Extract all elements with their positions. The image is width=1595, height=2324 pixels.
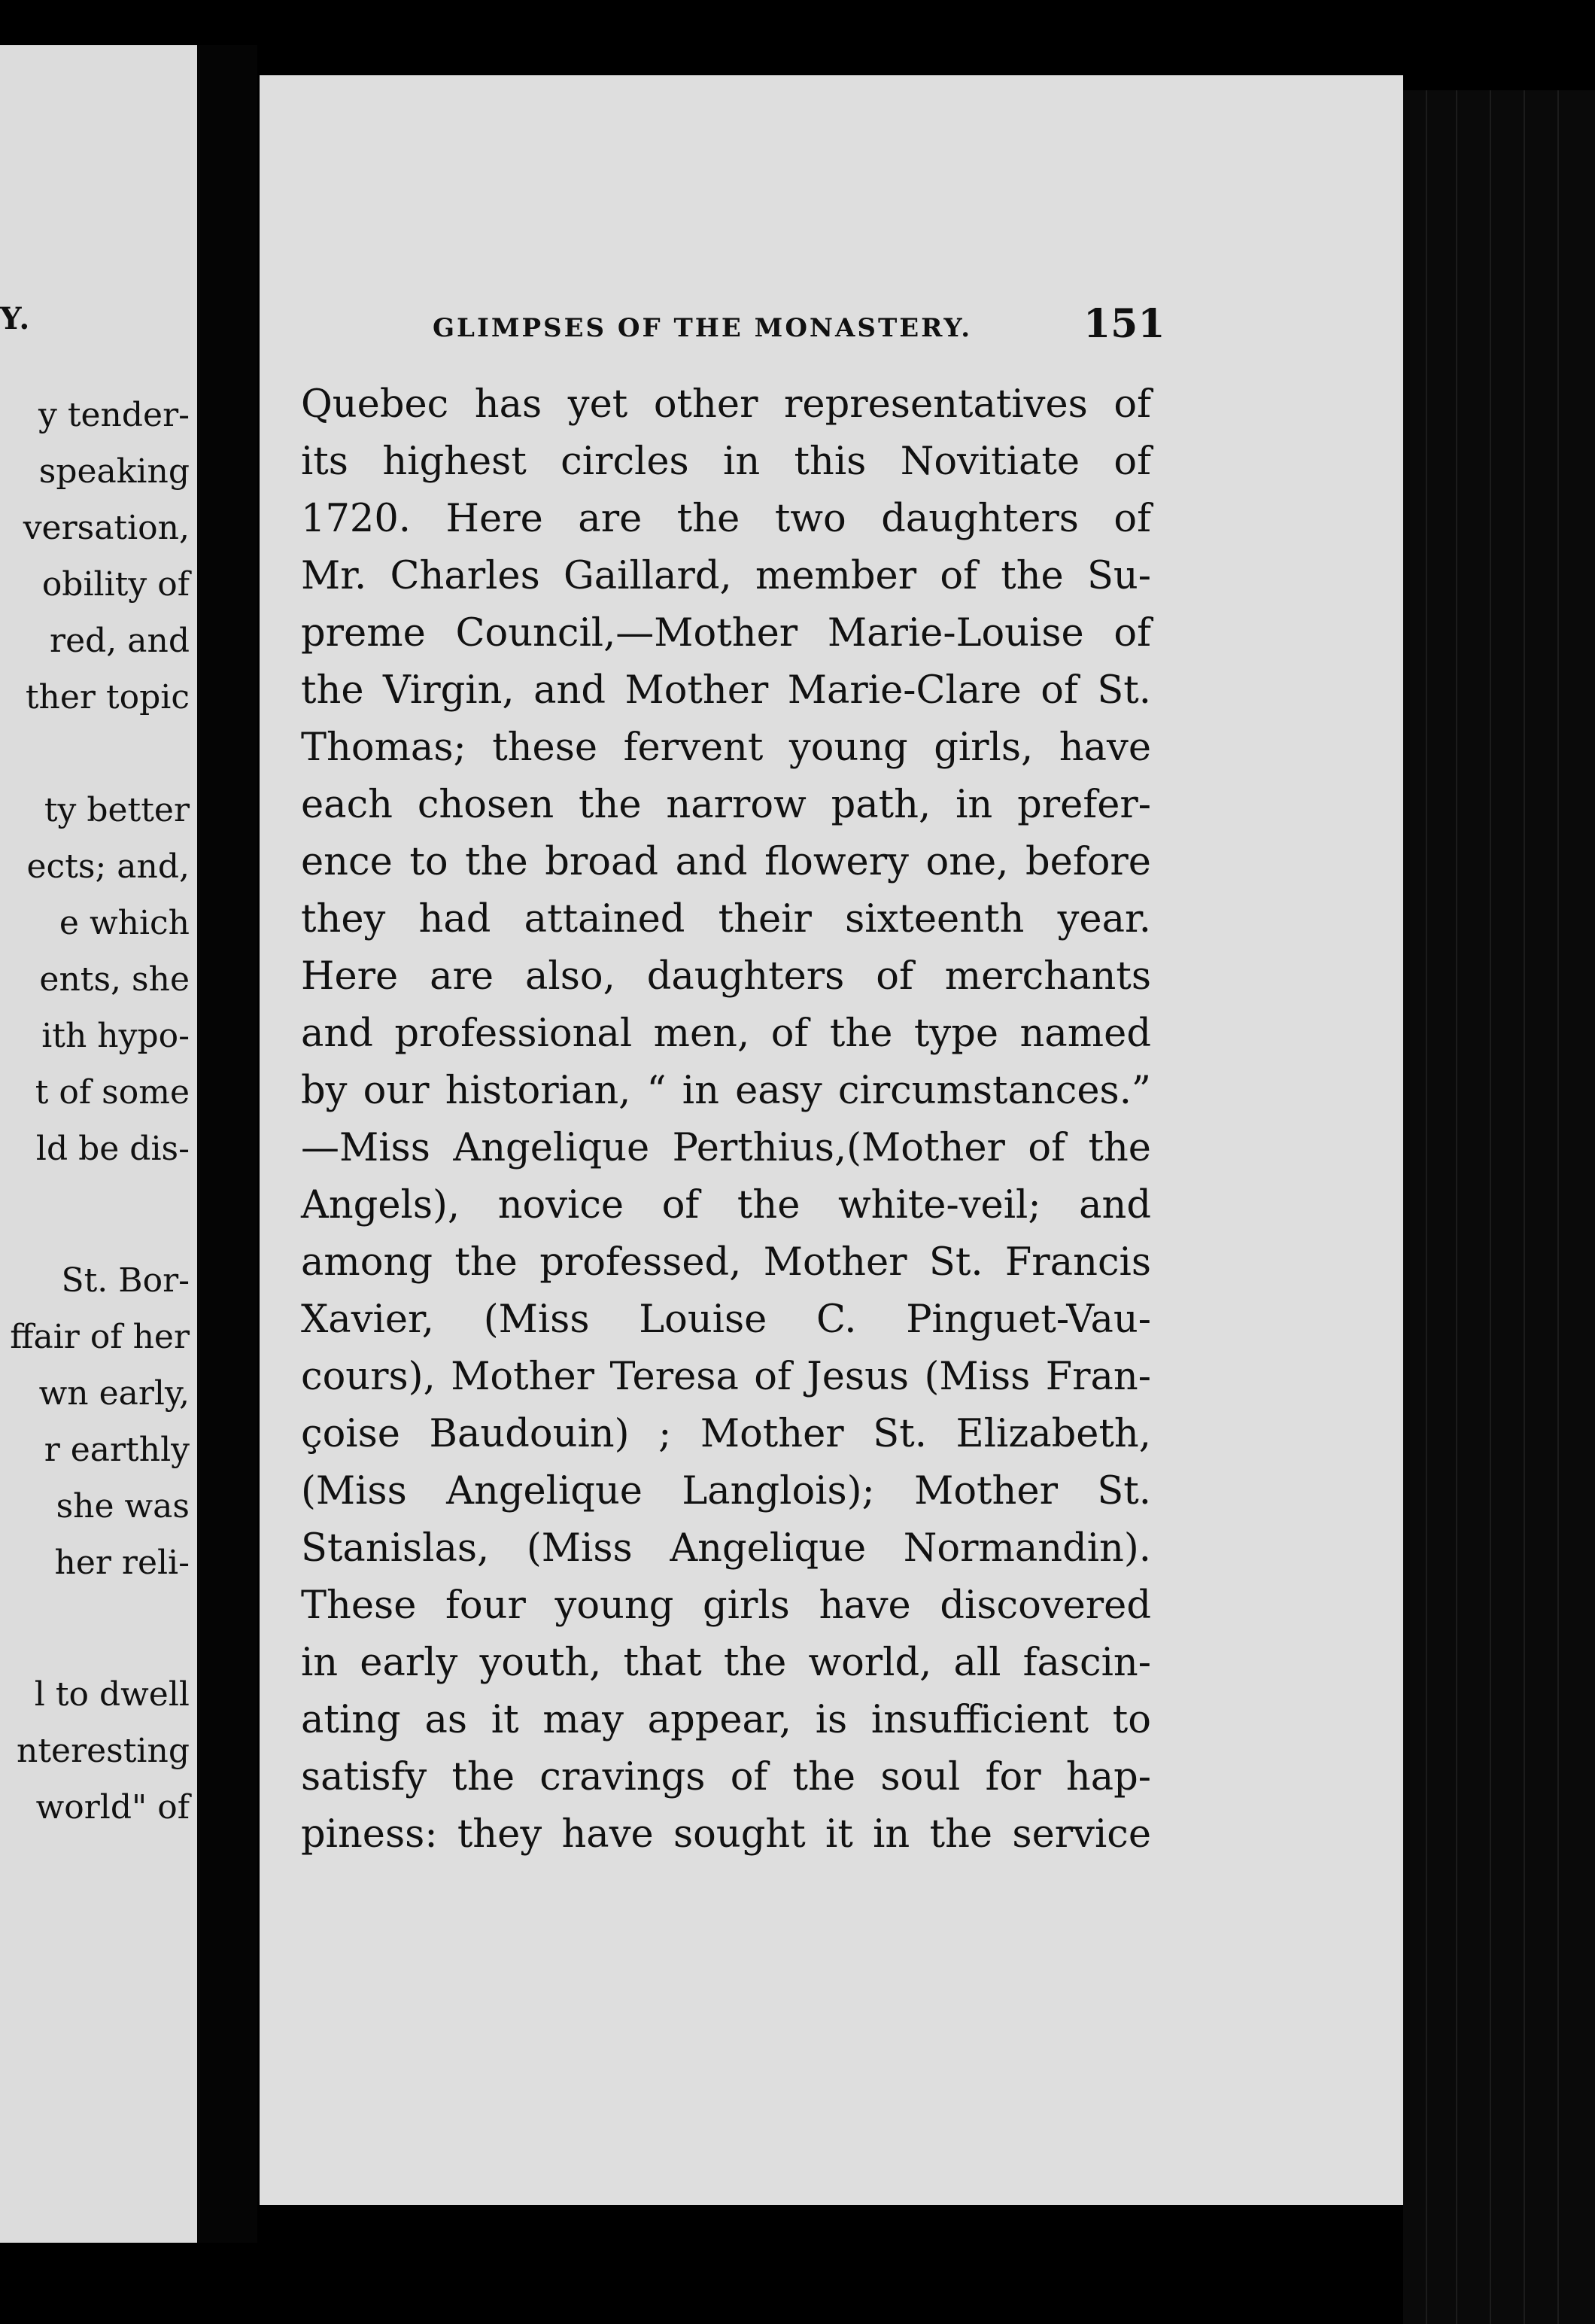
left-page-line: ty better [44, 791, 190, 829]
text-line: in early youth, that the world, all fascin- [301, 1641, 1151, 1685]
left-page-line: r earthly [44, 1431, 190, 1469]
body-text [301, 376, 1151, 1863]
left-page-line: nteresting [17, 1732, 190, 1770]
text-line: ating as it may appear, is insufficient to [301, 1698, 1151, 1742]
left-page-line: versation, [23, 509, 190, 547]
text-line: each chosen the narrow path, in prefer- [301, 783, 1151, 827]
text-line: Stanislas, (Miss Angelique Normandin). [301, 1526, 1151, 1571]
text-line: Quebec has yet other representatives of [301, 382, 1151, 427]
left-page-line: wn early, [38, 1374, 190, 1413]
left-page-line: ents, she [39, 960, 190, 999]
left-page-line: ects; and, [26, 847, 190, 886]
text-line: 1720. Here are the two daughters of [301, 497, 1151, 541]
text-line: ence to the broad and flowery one, before [301, 840, 1151, 884]
text-line: by our historian, “ in easy circumstances.” [301, 1069, 1151, 1113]
left-page-line: ld be dis- [35, 1130, 190, 1168]
text-line: —Miss Angelique Perthius,(Mother of the [301, 1126, 1151, 1170]
left-page-line: her reli- [54, 1544, 190, 1582]
text-line: (Miss Angelique Langlois); Mother St. [301, 1469, 1151, 1513]
left-page-line: e which [59, 904, 190, 942]
text-line: Thomas; these fervent young girls, have [301, 725, 1151, 770]
text-line: Here are also, daughters of merchants [301, 954, 1151, 999]
text-line: its highest circles in this Novitiate of [301, 440, 1151, 484]
left-page-line: St. Bor- [61, 1261, 190, 1300]
text-line: among the professed, Mother St. Francis [301, 1240, 1151, 1285]
left-page-line: l to dwell [34, 1675, 190, 1714]
text-line: piness: they have sought it in the service [301, 1812, 1151, 1857]
left-page-line: ffair of her [10, 1318, 190, 1356]
text-line: satisfy the cravings of the soul for hap- [301, 1755, 1151, 1799]
text-line: These four young girls have discovered [301, 1583, 1151, 1628]
page-number: 151 [1083, 301, 1165, 347]
running-head [260, 301, 1403, 361]
book-gutter [197, 45, 257, 2243]
text-line: çoise Baudouin) ; Mother St. Elizabeth, [301, 1412, 1151, 1456]
text-line: Xavier, (Miss Louise C. Pinguet-Vau- [301, 1297, 1151, 1342]
left-page-line: t of some [35, 1073, 190, 1112]
text-line: the Virgin, and Mother Marie-Clare of St. [301, 668, 1151, 713]
left-page-line: world" of [35, 1788, 190, 1827]
left-page-line: y tender- [38, 396, 190, 434]
left-page-line: she was [56, 1487, 190, 1526]
text-line: and professional men, of the type named [301, 1011, 1151, 1056]
left-page-running-head: Y. [0, 301, 32, 336]
left-page-line: ther topic [25, 678, 190, 716]
text-line: Mr. Charles Gaillard, member of the Su- [301, 554, 1151, 598]
running-title: GLIMPSES OF THE MONASTERY. [433, 313, 973, 343]
book-page [260, 75, 1403, 2205]
book-edge [1403, 90, 1595, 2324]
left-facing-page [0, 45, 197, 2243]
left-page-line: obility of [41, 565, 190, 604]
left-page-line: speaking [38, 452, 190, 491]
text-line: they had attained their sixteenth year. [301, 897, 1151, 941]
left-page-line: red, and [50, 622, 190, 660]
left-page-line: ith hypo- [41, 1017, 190, 1055]
text-line: cours), Mother Teresa of Jesus (Miss Fran- [301, 1355, 1151, 1399]
text-line: preme Council,—Mother Marie-Louise of [301, 611, 1151, 656]
text-line: Angels), novice of the white-veil; and [301, 1183, 1151, 1227]
